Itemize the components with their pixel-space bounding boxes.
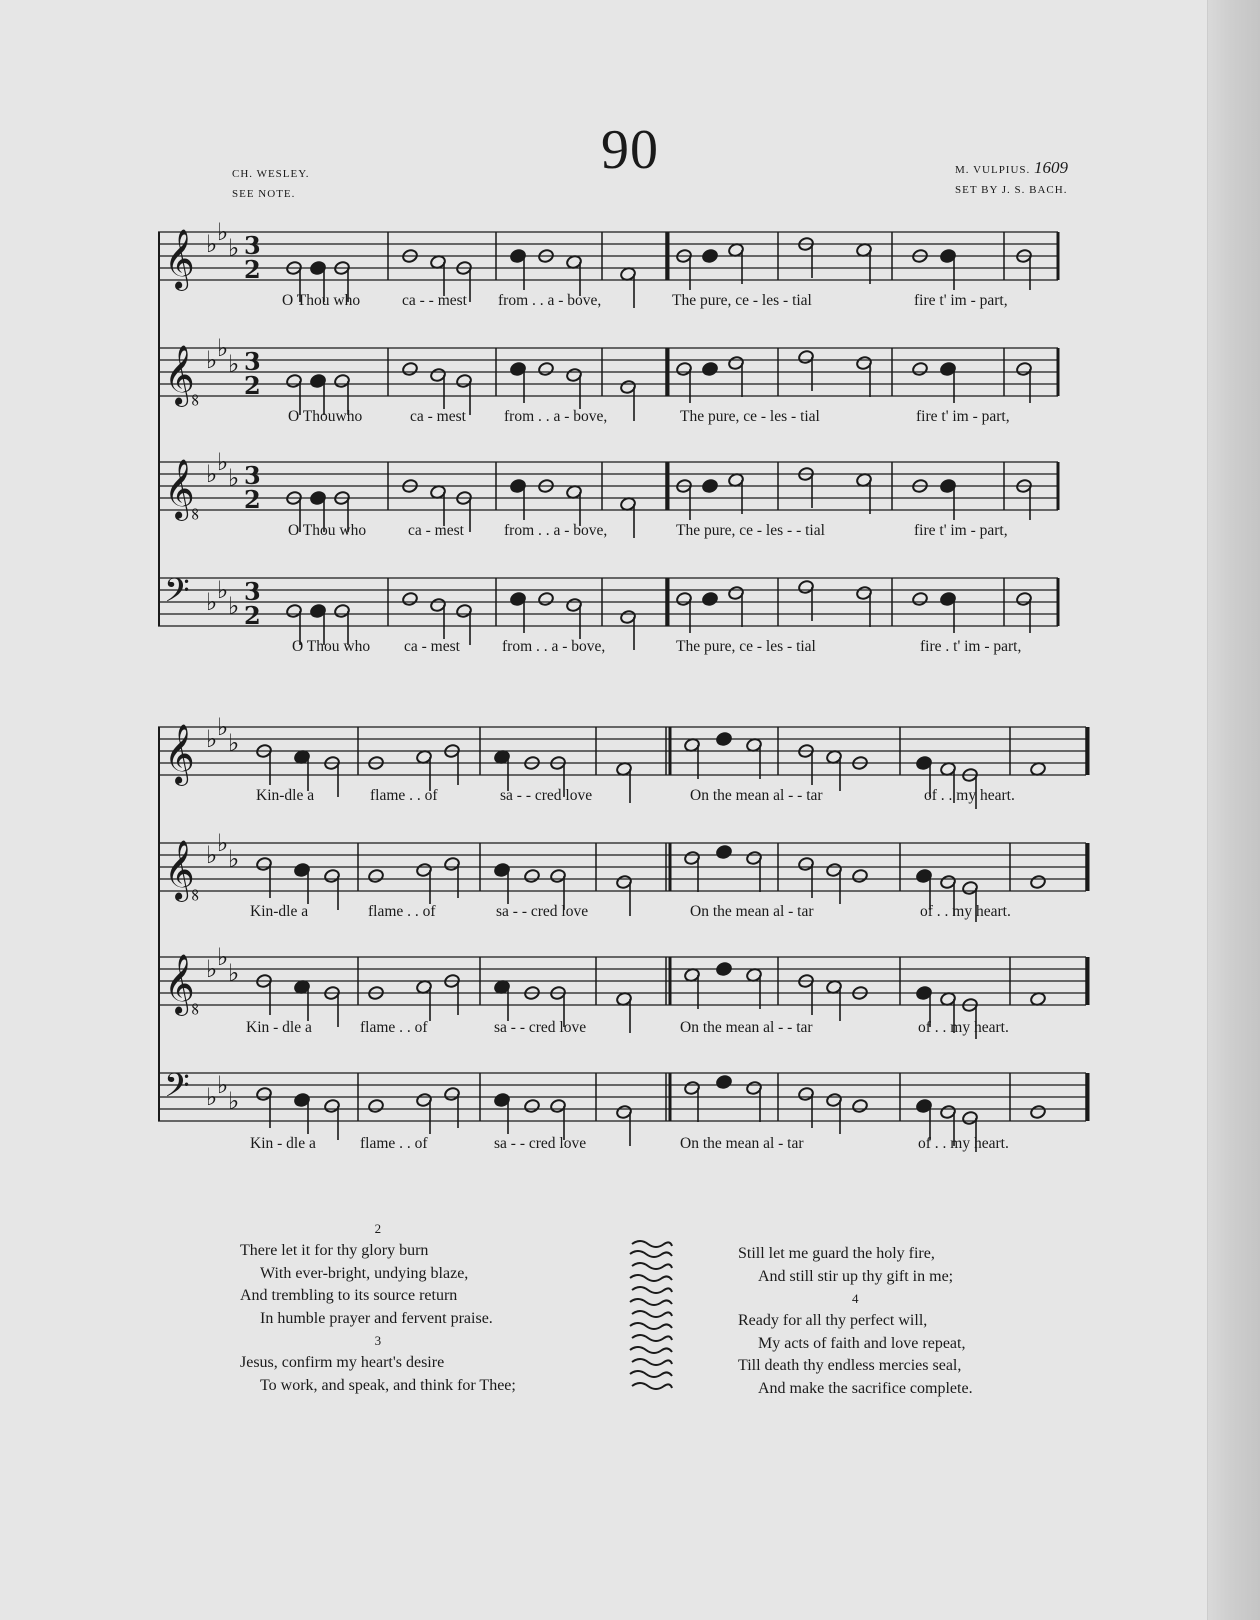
flat-icon: ♭ — [206, 230, 218, 258]
verse-line: With ever-bright, undying blaze, — [260, 1264, 469, 1282]
flat-icon: ♭ — [228, 592, 240, 620]
music-system-1 — [158, 220, 1138, 690]
flat-icon: ♭ — [228, 1087, 240, 1115]
lyrics-s1-bass: O Thou who ca - mest from . . a - bove, The pure, ce - les - tial fire . t' im - part, — [292, 638, 1022, 655]
verse-line: Still let me guard the holy fire, — [738, 1245, 935, 1262]
time-signature-bottom: 2 — [244, 371, 261, 400]
time-signature-top: 3 — [244, 461, 261, 490]
note-head — [716, 961, 733, 976]
words-author: CH. WESLEY. — [232, 168, 310, 180]
bass-clef-icon: 𝄢 — [164, 572, 190, 618]
note-head — [1030, 761, 1047, 776]
verse-4-number: 4 — [852, 1291, 859, 1306]
note-head — [716, 844, 733, 859]
verse-line: To work, and speak, and think for Thee; — [260, 1376, 516, 1394]
verse-line: There let it for thy glory burn — [240, 1242, 429, 1259]
time-signature-bottom: 2 — [244, 485, 261, 514]
note-head — [524, 868, 541, 883]
note-head — [702, 478, 719, 493]
words-credit — [232, 164, 310, 204]
hymn-number: 90 — [601, 119, 659, 181]
flat-icon: ♭ — [206, 841, 218, 869]
staff-lines — [158, 715, 1138, 1155]
music-system-2 — [158, 715, 1138, 1195]
flat-icon: ♭ — [228, 729, 240, 757]
bass-clef-icon: 𝄢 — [164, 1067, 190, 1113]
verse-line: My acts of faith and love repeat, — [758, 1334, 966, 1352]
note-head — [1030, 991, 1047, 1006]
flat-icon: ♭ — [228, 959, 240, 987]
tune-composer: M. VULPIUS. — [955, 164, 1031, 176]
note-head — [912, 591, 929, 606]
flat-icon: ♭ — [217, 943, 229, 971]
note-head — [402, 361, 419, 376]
verse-column-right — [738, 1243, 973, 1400]
note-head — [702, 361, 719, 376]
lyrics-s1-alto: O Thouwho ca - mest from . . a - bove, The pure, ce - les - tial fire t' im - part, — [288, 408, 1010, 425]
flat-icon: ♭ — [217, 334, 229, 362]
staff-lines — [158, 220, 1138, 650]
flat-icon: ♭ — [217, 1071, 229, 1099]
verse-line: And trembling to its source return — [240, 1287, 458, 1304]
flat-icon: ♭ — [206, 588, 218, 616]
time-signature-top: 3 — [244, 577, 261, 606]
note-head — [402, 591, 419, 606]
note-head — [716, 731, 733, 746]
verse-line: In humble prayer and fervent praise. — [260, 1309, 493, 1327]
flat-icon: ♭ — [228, 845, 240, 873]
flat-icon: ♭ — [228, 350, 240, 378]
lyrics-s1-tenor: O Thou who ca - mest from . . a - bove, The pure, ce - les - - tial fire t' im - part, — [288, 522, 1008, 539]
note-head — [852, 1098, 869, 1113]
note-head — [912, 361, 929, 376]
words-note: SEE NOTE. — [232, 188, 296, 200]
note-head — [538, 361, 555, 376]
note-head — [524, 1098, 541, 1113]
verse-3-number: 3 — [374, 1333, 382, 1348]
verse-2-number: 2 — [374, 1221, 382, 1236]
lyrics-s2-alto: Kin-dle a flame . . of sa - - cred love On the mean al - tar of . . my heart. — [250, 903, 1011, 920]
flat-icon: ♭ — [217, 576, 229, 604]
treble-clef-icon: 𝄠 — [164, 459, 200, 519]
time-signature-top: 3 — [244, 347, 261, 376]
verse-column-left — [240, 1218, 516, 1397]
flat-icon: ♭ — [206, 725, 218, 753]
flat-icon: ♭ — [217, 220, 229, 246]
flat-icon: ♭ — [206, 1083, 218, 1111]
verse-line: And still stir up thy gift in me; — [758, 1267, 954, 1285]
lyrics-s2-bass: Kin - dle a flame . . of sa - - cred love On the mean al - tar of . . my heart. — [250, 1135, 1009, 1152]
tune-arranger: SET BY J. S. BACH. — [955, 184, 1068, 196]
time-signature-bottom: 2 — [244, 601, 261, 630]
time-signature-top: 3 — [244, 231, 261, 260]
note-head — [716, 1074, 733, 1089]
flat-icon: ♭ — [217, 715, 229, 741]
flat-icon: ♭ — [217, 829, 229, 857]
flat-icon: ♭ — [217, 448, 229, 476]
flat-icon: ♭ — [228, 464, 240, 492]
note-head — [368, 1098, 385, 1113]
verse-line: Jesus, confirm my heart's desire — [240, 1354, 445, 1371]
note-head — [1030, 1104, 1047, 1119]
flat-icon: ♭ — [206, 346, 218, 374]
flat-icon: ♭ — [206, 460, 218, 488]
tune-credit — [955, 158, 1068, 200]
note-head — [702, 248, 719, 263]
treble-clef-icon: 𝄠 — [164, 345, 200, 405]
note-head — [852, 868, 869, 883]
treble-clef-icon: 𝄠 — [164, 840, 200, 900]
verse-line: And make the sacrifice complete. — [758, 1379, 973, 1397]
lyrics-s2-soprano: Kin-dle a flame . . of sa - - cred love On the mean al - - tar of . . my heart. — [256, 787, 1015, 804]
verse-divider-ornament — [628, 1238, 674, 1398]
treble-clef-icon: 𝄞 — [164, 229, 195, 289]
flat-icon: ♭ — [206, 955, 218, 983]
lyrics-s1-soprano: O Thou who ca - - mest from . . a - bove, The pure, ce - les - tial fire t' im - part, — [282, 292, 1008, 309]
note-head — [538, 591, 555, 606]
note-head — [368, 868, 385, 883]
time-signature-bottom: 2 — [244, 255, 261, 284]
note-head — [1030, 874, 1047, 889]
note-head — [702, 591, 719, 606]
tune-year: 1609 — [1034, 158, 1069, 177]
treble-clef-icon: 𝄞 — [164, 724, 195, 784]
treble-clef-icon: 𝄠 — [164, 954, 200, 1014]
lyrics-s2-tenor: Kin - dle a flame . . of sa - - cred love On the mean al - - tar of . . my heart. — [246, 1019, 1009, 1036]
flat-icon: ♭ — [228, 234, 240, 262]
verse-line: Ready for all thy perfect will, — [738, 1312, 928, 1329]
verse-line: Till death thy endless mercies seal, — [738, 1357, 962, 1374]
